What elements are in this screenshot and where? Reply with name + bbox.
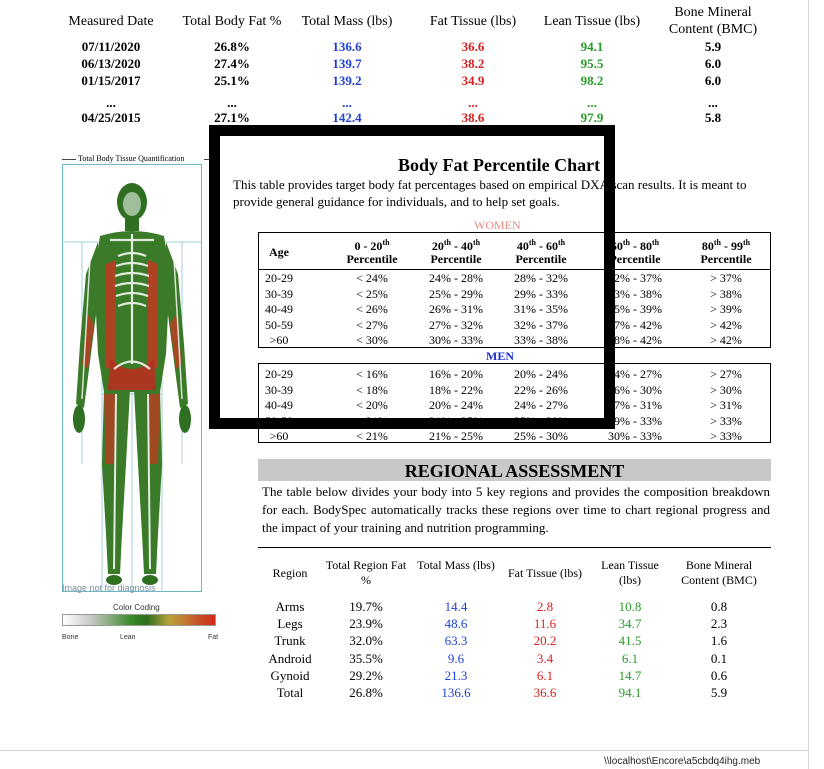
history-cell: 97.9: [580, 110, 604, 125]
history-cell: 142.4: [332, 110, 362, 125]
history-cell: 136.6: [332, 39, 362, 54]
highlight-frame: [209, 125, 615, 429]
history-cell: 38.6: [461, 110, 485, 125]
scan-title-rule: [62, 159, 76, 160]
regional-header: Region: [272, 566, 308, 580]
regional-cell: 32.0%: [349, 633, 383, 649]
history-header: Bone Mineral Content (BMC): [668, 5, 758, 37]
men-cell: 27% - 31%: [608, 398, 662, 412]
history-cell: ...: [342, 95, 352, 110]
women-cell: 29% - 33%: [514, 286, 568, 301]
regional-cell: 19.7%: [349, 599, 383, 614]
history-header: Lean Tissue (lbs): [543, 14, 641, 29]
women-cell: < 27%: [356, 317, 388, 332]
regional-cell: 2.8: [536, 599, 554, 614]
history-cell: 94.1: [580, 39, 604, 54]
women-cell: > 42%: [710, 333, 742, 347]
history-cell: ...: [106, 95, 116, 110]
percentile-header: 20th - 40th: [431, 238, 481, 253]
color-coding-bar: [62, 614, 216, 626]
regional-cell: 35.5%: [349, 650, 383, 666]
regional-cell: 2.3: [710, 616, 728, 632]
men-cell: 16% - 20%: [429, 367, 483, 381]
history-cell: 38.2: [461, 56, 485, 71]
women-cell: 32% - 37%: [514, 317, 568, 332]
men-cell: < 18%: [356, 382, 388, 397]
women-cell: 50-59: [265, 317, 293, 332]
history-cell: 6.0: [704, 56, 722, 71]
history-cell: 27.4%: [214, 56, 250, 71]
percentile-chart-title: Body Fat Percentile Chart: [398, 155, 601, 175]
regional-header: Lean Tissue (lbs): [601, 558, 659, 587]
regional-cell: 6.1: [536, 667, 554, 683]
men-cell: 24% - 27%: [608, 367, 662, 381]
men-cell: > 31%: [710, 398, 742, 412]
women-cell: >60: [269, 333, 289, 347]
history-header: Measured Date: [68, 14, 154, 29]
regional-cell: Trunk: [274, 633, 306, 649]
history-header: Fat Tissue (lbs): [429, 14, 517, 29]
women-cell: 20-29: [265, 271, 293, 285]
history-cell: 34.9: [461, 73, 485, 88]
women-cell: 28% - 32%: [514, 271, 568, 285]
women-cell: 30% - 33%: [429, 333, 483, 347]
women-cell: 30-39: [265, 286, 293, 301]
regional-cell: Total: [276, 685, 304, 700]
history-cell: 5.9: [704, 39, 722, 54]
history-cell: 98.2: [580, 73, 604, 88]
regional-cell: 41.5: [618, 633, 642, 649]
men-cell: 40-49: [265, 398, 293, 412]
regional-cell: 1.6: [710, 633, 728, 649]
men-cell: > 33%: [710, 429, 742, 443]
history-cell: 36.6: [461, 39, 485, 54]
regional-cell: 0.1: [710, 650, 728, 666]
women-cell: 37% - 42%: [608, 317, 662, 332]
men-cell: 29% - 33%: [608, 413, 662, 428]
history-cell: 139.2: [332, 73, 362, 88]
history-cell: ...: [708, 95, 718, 110]
men-cell: < 20%: [356, 398, 388, 412]
men-cell: > 27%: [710, 367, 742, 381]
regional-header: Total Region Fat %: [325, 558, 407, 587]
men-cell: 21% - 25%: [429, 429, 483, 443]
men-cell: 24% - 27%: [514, 398, 568, 412]
women-cell: < 24%: [356, 271, 388, 285]
women-cell: > 39%: [710, 302, 742, 316]
regional-cell: 29.2%: [349, 667, 383, 683]
scan-title: Total Body Tissue Quantification: [78, 154, 185, 163]
history-cell: 06/13/2020: [81, 56, 141, 71]
regional-cell: Gynoid: [270, 667, 310, 683]
regional-description: The table below divides your body into 5 key regions and provides the composition breakdown for each. BodySpec automatically tracks these regions over time to chart regional progress and the impact of your training and nutrition programming.: [262, 484, 770, 535]
history-cell: 26.8%: [214, 39, 250, 54]
women-label: WOMEN: [474, 218, 521, 232]
percentile-chart-description: This table provides target body fat percentages based on empirical DXA scan results. It is meant to provide general guidance for individuals, and to help set goals.: [233, 177, 747, 209]
file-path-footer: \\localhost\Encore\a5cbdq4ihg.meb: [604, 756, 761, 767]
men-label: MEN: [486, 349, 514, 363]
regional-cell: 3.4: [536, 650, 554, 666]
regional-cell: 11.6: [533, 616, 557, 632]
men-cell: >60: [269, 429, 289, 443]
regional-cell: 14.7: [618, 667, 642, 683]
men-cell: 50-59: [265, 413, 293, 428]
women-cell: > 42%: [710, 317, 742, 332]
regional-cell: 34.7: [618, 616, 642, 632]
regional-cell: 6.1: [621, 650, 639, 666]
regional-header: Fat Tissue (lbs): [507, 566, 583, 580]
men-cell: 25% - 29%: [514, 413, 568, 428]
men-cell: 20-29: [265, 367, 293, 381]
men-cell: 25% - 30%: [514, 429, 568, 443]
women-cell: 33% - 38%: [608, 286, 662, 301]
color-tick-lean: Lean: [120, 634, 136, 641]
men-cell: < 16%: [356, 367, 388, 381]
men-cell: 30% - 33%: [608, 429, 662, 443]
men-cell: > 30%: [710, 382, 742, 397]
history-cell: ...: [587, 95, 597, 110]
history-cell: 5.8: [704, 110, 722, 125]
men-cell: 30-39: [265, 382, 293, 397]
women-cell: > 37%: [710, 271, 742, 285]
regional-cell: 5.9: [710, 685, 728, 700]
women-cell: 25% - 29%: [429, 286, 483, 301]
history-cell: 139.7: [332, 56, 362, 71]
women-cell: 35% - 39%: [608, 302, 662, 316]
history-header: Total Body Fat %: [182, 14, 282, 29]
regional-divider: [258, 547, 771, 548]
regional-header: Total Mass (lbs): [417, 558, 495, 572]
history-cell: 04/25/2015: [81, 110, 141, 125]
men-cell: < 21%: [356, 429, 388, 443]
women-cell: 32% - 37%: [608, 271, 662, 285]
percentile-subheader: Percentile: [609, 252, 661, 266]
men-cell: 22% - 26%: [514, 382, 568, 397]
regional-cell: 10.8: [618, 599, 642, 614]
regional-cell: 26.8%: [349, 685, 383, 700]
men-cell: > 33%: [710, 413, 742, 428]
history-cell: ...: [468, 95, 478, 110]
men-cell: 21% - 25%: [429, 413, 483, 428]
history-cell: 6.0: [704, 73, 722, 88]
regional-cell: 0.6: [710, 667, 728, 683]
page-bottom-divider: [0, 750, 808, 751]
regional-cell: 94.1: [618, 685, 642, 700]
regional-cell: Android: [268, 650, 312, 666]
color-coding-label: Color Coding: [113, 603, 160, 612]
regional-cell: Legs: [277, 616, 303, 632]
regional-cell: 63.3: [444, 633, 468, 649]
regional-cell: Arms: [275, 599, 305, 614]
women-cell: 24% - 28%: [429, 271, 483, 285]
history-cell: 07/11/2020: [81, 39, 141, 54]
women-cell: < 30%: [356, 333, 388, 347]
men-cell: 20% - 24%: [514, 367, 568, 381]
men-cell: 18% - 22%: [429, 382, 483, 397]
percentile-subheader: Percentile: [346, 252, 398, 266]
women-cell: 33% - 38%: [514, 333, 568, 347]
percentile-header: 0 - 20th: [354, 238, 390, 253]
history-cell: 01/15/2017: [81, 73, 141, 88]
regional-cell: 48.6: [444, 616, 468, 632]
men-cell: < 21%: [356, 413, 388, 428]
men-cell: 26% - 30%: [608, 382, 662, 397]
regional-cell: 21.3: [444, 667, 468, 683]
history-header: Total Mass (lbs): [301, 14, 393, 29]
regional-cell: 23.9%: [349, 616, 383, 632]
women-cell: < 25%: [356, 286, 388, 301]
men-cell: 20% - 24%: [429, 398, 483, 412]
regional-cell: 136.6: [441, 685, 471, 700]
age-header: Age: [269, 245, 289, 259]
regional-cell: 14.4: [444, 599, 468, 614]
page-right-border: [808, 0, 809, 769]
scrollbar[interactable]: [810, 0, 824, 769]
regional-cell: 20.2: [533, 633, 557, 649]
body-scan-frame: [62, 164, 202, 592]
women-cell: 26% - 31%: [429, 302, 483, 316]
women-cell: 27% - 32%: [429, 317, 483, 332]
regional-title: REGIONAL ASSESSMENT: [404, 461, 625, 481]
women-cell: 38% - 42%: [608, 333, 662, 347]
regional-cell: 0.8: [710, 599, 728, 614]
women-cell: < 26%: [356, 302, 388, 316]
regional-header: Bone Mineral Content (BMC): [681, 558, 757, 587]
history-cell: 25.1%: [214, 73, 250, 88]
women-cell: > 38%: [710, 286, 742, 301]
color-tick-bone: Bone: [62, 634, 79, 641]
body-scan-image: [62, 164, 202, 592]
history-cell: 27.1%: [214, 110, 250, 125]
percentile-subheader: Percentile: [430, 252, 482, 266]
percentile-header: 60th - 80th: [610, 238, 660, 253]
scan-watermark: Image not for diagnosis: [62, 583, 156, 593]
percentile-header: 80th - 99th: [701, 238, 751, 253]
women-cell: 40-49: [265, 302, 293, 316]
color-tick-fat: Fat: [208, 634, 219, 641]
percentile-subheader: Percentile: [515, 252, 567, 266]
regional-cell: 9.6: [447, 650, 465, 666]
history-cell: 95.5: [580, 56, 604, 71]
regional-cell: 36.6: [533, 685, 557, 700]
percentile-subheader: Percentile: [700, 252, 752, 266]
women-cell: 31% - 35%: [514, 302, 568, 316]
history-cell: ...: [227, 95, 237, 110]
percentile-header: 40th - 60th: [516, 238, 566, 253]
